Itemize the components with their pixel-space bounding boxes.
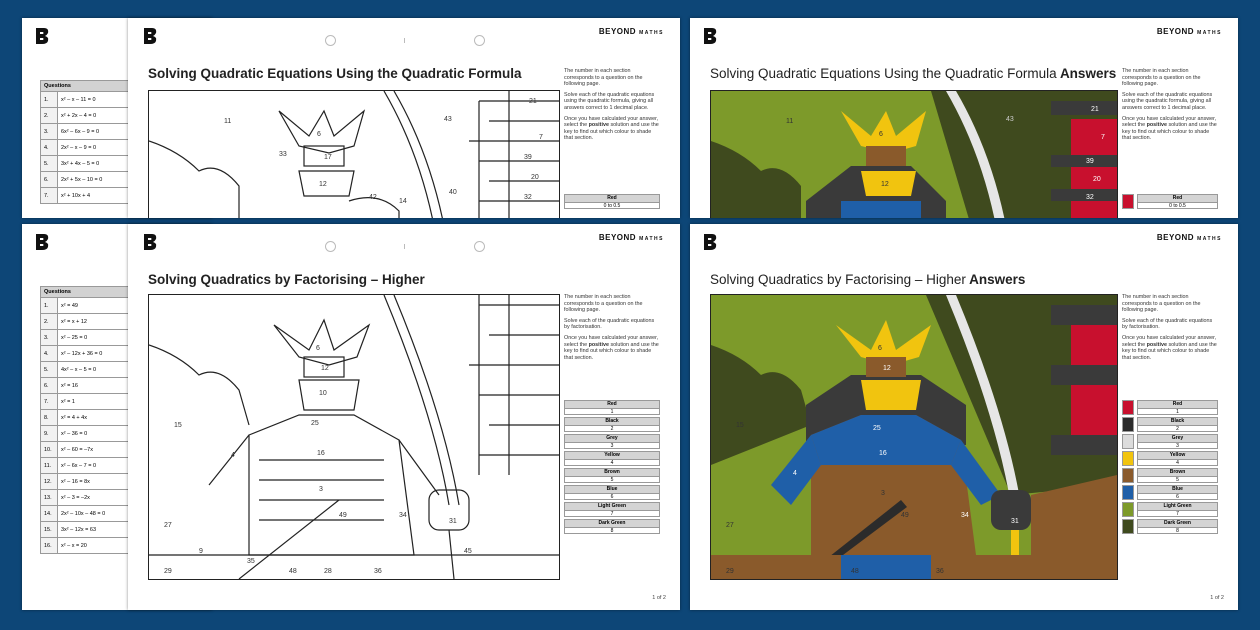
instruction-text: Once you have calculated your answer, select the positive solution and use the key to find out which colour to shade that section. xyxy=(1122,334,1217,361)
svg-text:36: 36 xyxy=(936,568,944,575)
key-colour-name: Red xyxy=(1138,401,1217,409)
instructions xyxy=(564,68,660,146)
svg-text:3: 3 xyxy=(319,486,323,493)
table-row xyxy=(41,490,136,506)
svg-text:39: 39 xyxy=(524,154,532,161)
table-row xyxy=(41,140,136,156)
svg-text:42: 42 xyxy=(369,194,377,201)
svg-text:12: 12 xyxy=(321,365,329,372)
question-number: 13. xyxy=(41,490,58,506)
svg-text:15: 15 xyxy=(174,422,182,429)
instruction-text: Once you have calculated your answer, select the positive solution and use the key to find out which colour to shade that section. xyxy=(1122,115,1217,142)
svg-text:49: 49 xyxy=(339,512,347,519)
worksheet-formula xyxy=(128,18,680,218)
question-number: 12. xyxy=(41,474,58,490)
table-row xyxy=(41,410,136,426)
table-row xyxy=(41,346,136,362)
key-row xyxy=(1122,468,1218,483)
question-text: x² + 10x + 4 xyxy=(58,188,136,204)
question-text: 3x² + 4x – 5 = 0 xyxy=(58,156,136,172)
svg-text:27: 27 xyxy=(164,522,172,529)
table-row xyxy=(41,378,136,394)
question-number: 2. xyxy=(41,108,58,124)
question-text: 3x² – 12x = 63 xyxy=(58,522,136,538)
question-number: 3. xyxy=(41,330,58,346)
colour-key xyxy=(1122,400,1218,536)
question-number: 1. xyxy=(41,298,58,314)
brand-wordmark xyxy=(1157,27,1222,36)
key-swatch xyxy=(1122,194,1134,209)
key-row xyxy=(1122,434,1218,449)
question-number: 8. xyxy=(41,410,58,426)
table-row xyxy=(41,442,136,458)
brand-wordmark xyxy=(1157,233,1222,242)
punch-holes xyxy=(128,241,680,255)
key-colour-name: Brown xyxy=(1138,469,1217,477)
table-row xyxy=(41,156,136,172)
question-number: 2. xyxy=(41,314,58,330)
question-text: x² = 16 xyxy=(58,378,136,394)
key-colour-name: Light Green xyxy=(1138,503,1217,511)
svg-text:20: 20 xyxy=(531,174,539,181)
coloring-picture xyxy=(148,294,560,580)
brand-name: BEYOND xyxy=(598,27,637,36)
svg-text:32: 32 xyxy=(524,194,532,201)
svg-text:25: 25 xyxy=(311,420,319,427)
colour-key xyxy=(564,194,660,211)
question-text: x² = 49 xyxy=(58,298,136,314)
question-text: x² – x = 20 xyxy=(58,538,136,554)
brand-wordmark xyxy=(599,233,664,242)
instruction-text: Solve each of the quadratic equations using the quadratic formula, giving all answers correct to 1 decimal place. xyxy=(564,91,655,111)
brand-name: BEYOND xyxy=(598,233,637,242)
svg-text:20: 20 xyxy=(1093,176,1101,183)
question-text: 2x² – x – 9 = 0 xyxy=(58,140,136,156)
table-row xyxy=(41,188,136,204)
question-text: x² = x + 12 xyxy=(58,314,136,330)
svg-text:33: 33 xyxy=(279,151,287,158)
table-row xyxy=(41,298,136,314)
key-colour-name: Light Green xyxy=(565,503,659,511)
svg-text:21: 21 xyxy=(1091,106,1099,113)
svg-text:6: 6 xyxy=(317,131,321,138)
key-value: 5 xyxy=(1176,477,1179,483)
svg-text:9: 9 xyxy=(199,548,203,555)
svg-text:10: 10 xyxy=(319,390,327,397)
instruction-text: Solve each of the quadratic equations by factorisation. xyxy=(564,317,655,331)
svg-text:45: 45 xyxy=(464,548,472,555)
questions-header: Questions xyxy=(41,81,136,92)
svg-text:43: 43 xyxy=(1006,116,1014,123)
question-number: 5. xyxy=(41,362,58,378)
key-colour-name: Dark Green xyxy=(565,520,659,528)
beyond-logo-icon xyxy=(700,26,720,46)
svg-text:43: 43 xyxy=(444,116,452,123)
question-number: 9. xyxy=(41,426,58,442)
key-row xyxy=(1122,451,1218,466)
svg-text:40: 40 xyxy=(449,189,457,196)
worksheet-factor-answers xyxy=(690,224,1238,610)
coloured-answer-picture xyxy=(710,294,1118,580)
coloured-answer-picture xyxy=(710,90,1118,218)
key-colour-name: Blue xyxy=(1138,486,1217,494)
page-number: 1 of 2 xyxy=(652,595,666,601)
svg-text:15: 15 xyxy=(736,422,744,429)
key-colour-name: Grey xyxy=(565,435,659,443)
question-text: x² – 6x – 7 = 0 xyxy=(58,458,136,474)
key-value: 1 xyxy=(610,409,614,415)
svg-text:11: 11 xyxy=(786,118,794,125)
key-value: 1 xyxy=(1176,409,1179,415)
key-row xyxy=(564,468,660,483)
key-swatch xyxy=(1122,502,1134,517)
question-number: 6. xyxy=(41,172,58,188)
key-row xyxy=(564,194,660,209)
worksheet-factor xyxy=(128,224,680,610)
table-row xyxy=(41,394,136,410)
instruction-text: The number in each section corresponds to a question on the following page. xyxy=(1122,294,1201,314)
question-text: x² – x – 11 = 0 xyxy=(58,92,136,108)
key-value: 5 xyxy=(610,477,614,483)
instructions xyxy=(1122,68,1218,146)
table-row xyxy=(41,124,136,140)
question-number: 7. xyxy=(41,188,58,204)
question-text: x² – 25 = 0 xyxy=(58,330,136,346)
key-value: 0 to 0.5 xyxy=(1169,203,1186,209)
key-value: 2 xyxy=(1176,426,1179,432)
beyond-logo-icon xyxy=(32,26,52,46)
brand-sub: MATHS xyxy=(1197,30,1222,36)
key-row xyxy=(1122,485,1218,500)
svg-text:34: 34 xyxy=(961,512,969,519)
question-number: 14. xyxy=(41,506,58,522)
instruction-text: Once you have calculated your answer, select the positive solution and use the key to find out which colour to shade that section. xyxy=(564,115,659,142)
instruction-text: Solve each of the quadratic equations using the quadratic formula, giving all answers correct to 1 decimal place. xyxy=(1122,91,1213,111)
svg-text:27: 27 xyxy=(726,522,734,529)
instruction-text: The number in each section corresponds to a question on the following page. xyxy=(564,294,643,314)
key-value: 3 xyxy=(610,443,614,449)
svg-text:7: 7 xyxy=(539,134,543,141)
svg-text:49: 49 xyxy=(901,512,909,519)
svg-text:48: 48 xyxy=(289,568,297,575)
key-row xyxy=(564,400,660,415)
question-number: 16. xyxy=(41,538,58,554)
coloring-picture xyxy=(148,90,560,218)
question-text: x² + 2x – 4 = 0 xyxy=(58,108,136,124)
svg-text:17: 17 xyxy=(324,154,332,161)
key-swatch xyxy=(1122,485,1134,500)
key-colour-name: Red xyxy=(1138,195,1217,203)
key-row xyxy=(1122,519,1218,534)
table-row xyxy=(41,474,136,490)
colour-key xyxy=(564,400,660,536)
svg-text:14: 14 xyxy=(399,198,407,205)
question-number: 6. xyxy=(41,378,58,394)
page-title: Solving Quadratics by Factorising – Higher Answers xyxy=(710,272,1026,287)
page-title: Solving Quadratic Equations Using the Quadratic Formula Answers xyxy=(710,66,1117,81)
key-colour-name: Blue xyxy=(565,486,659,494)
table-row xyxy=(41,522,136,538)
svg-text:34: 34 xyxy=(399,512,407,519)
key-colour-name: Dark Green xyxy=(1138,520,1217,528)
key-value: 8 xyxy=(610,528,614,534)
table-row xyxy=(41,172,136,188)
key-value: 3 xyxy=(1176,443,1179,449)
key-colour-name: Yellow xyxy=(1138,452,1217,460)
table-row xyxy=(41,458,136,474)
key-value: 6 xyxy=(1176,494,1179,500)
svg-text:4: 4 xyxy=(231,452,235,459)
svg-text:28: 28 xyxy=(324,568,332,575)
question-number: 7. xyxy=(41,394,58,410)
table-row xyxy=(41,506,136,522)
svg-text:29: 29 xyxy=(164,568,172,575)
key-value: 4 xyxy=(1176,460,1179,466)
punch-holes xyxy=(128,35,680,49)
key-swatch xyxy=(1122,468,1134,483)
key-colour-name: Grey xyxy=(1138,435,1217,443)
key-colour-name: Red xyxy=(565,401,659,409)
colour-key xyxy=(1122,194,1218,211)
brand-sub: MATHS xyxy=(1197,236,1222,242)
beyond-logo-icon xyxy=(32,232,52,252)
brand-wordmark xyxy=(599,27,664,36)
svg-text:6: 6 xyxy=(316,345,320,352)
key-value: 2 xyxy=(610,426,614,432)
table-row xyxy=(41,538,136,554)
svg-text:3: 3 xyxy=(881,490,885,497)
svg-text:12: 12 xyxy=(881,181,889,188)
question-text: x² = 1 xyxy=(58,394,136,410)
key-swatch xyxy=(1122,434,1134,449)
svg-text:16: 16 xyxy=(879,450,887,457)
key-row xyxy=(564,502,660,517)
table-row xyxy=(41,362,136,378)
key-row xyxy=(564,485,660,500)
brand-sub: MATHS xyxy=(639,236,664,242)
svg-text:12: 12 xyxy=(883,365,891,372)
key-colour-name: Black xyxy=(565,418,659,426)
key-value: 4 xyxy=(610,460,614,466)
question-text: x² – 16 = 8x xyxy=(58,474,136,490)
question-text: 4x² – x – 5 = 0 xyxy=(58,362,136,378)
svg-text:35: 35 xyxy=(247,558,255,565)
question-number: 15. xyxy=(41,522,58,538)
svg-text:12: 12 xyxy=(319,181,327,188)
question-number: 5. xyxy=(41,156,58,172)
question-text: 2x² – 10x – 48 = 0 xyxy=(58,506,136,522)
key-swatch xyxy=(1122,400,1134,415)
svg-text:39: 39 xyxy=(1086,158,1094,165)
svg-text:25: 25 xyxy=(873,425,881,432)
key-value: 0 to 0.5 xyxy=(603,203,621,209)
svg-text:48: 48 xyxy=(851,568,859,575)
instruction-text: Once you have calculated your answer, select the positive solution and use the key to find out which colour to shade that section. xyxy=(564,334,659,361)
brand-sub: MATHS xyxy=(639,30,664,36)
instruction-text: The number in each section corresponds to a question on the following page. xyxy=(564,68,643,88)
key-row xyxy=(1122,194,1218,209)
question-number: 1. xyxy=(41,92,58,108)
instruction-text: The number in each section corresponds to a question on the following page. xyxy=(1122,68,1201,88)
key-row xyxy=(1122,400,1218,415)
svg-text:31: 31 xyxy=(1011,518,1019,525)
key-value: 8 xyxy=(1176,528,1179,534)
svg-text:6: 6 xyxy=(879,131,883,138)
question-text: x² – 60 = –7x xyxy=(58,442,136,458)
svg-text:29: 29 xyxy=(726,568,734,575)
key-swatch xyxy=(1122,417,1134,432)
table-row xyxy=(41,426,136,442)
page-title: Solving Quadratic Equations Using the Quadratic Formula xyxy=(148,66,522,81)
question-number: 11. xyxy=(41,458,58,474)
question-text: 6x² – 6x – 9 = 0 xyxy=(58,124,136,140)
key-row xyxy=(564,451,660,466)
question-number: 4. xyxy=(41,346,58,362)
svg-text:6: 6 xyxy=(878,345,882,352)
instructions xyxy=(1122,294,1218,365)
svg-text:11: 11 xyxy=(224,118,232,125)
instruction-text: Solve each of the quadratic equations by factorisation. xyxy=(1122,317,1213,331)
key-value: 7 xyxy=(1176,511,1179,517)
questions-table xyxy=(40,286,136,554)
question-text: x² – 12x + 36 = 0 xyxy=(58,346,136,362)
svg-text:21: 21 xyxy=(529,98,537,105)
table-row xyxy=(41,330,136,346)
svg-text:16: 16 xyxy=(317,450,325,457)
instructions xyxy=(564,294,660,365)
question-number: 4. xyxy=(41,140,58,156)
key-colour-name: Red xyxy=(565,195,659,203)
table-row xyxy=(41,108,136,124)
key-swatch xyxy=(1122,519,1134,534)
brand-name: BEYOND xyxy=(1156,27,1195,36)
svg-text:36: 36 xyxy=(374,568,382,575)
question-text: x² – 3 = –2x xyxy=(58,490,136,506)
svg-text:7: 7 xyxy=(1101,134,1105,141)
svg-text:32: 32 xyxy=(1086,194,1094,201)
key-row xyxy=(564,434,660,449)
worksheet-formula-answers xyxy=(690,18,1238,218)
svg-text:31: 31 xyxy=(449,518,457,525)
key-value: 7 xyxy=(610,511,614,517)
key-row xyxy=(564,519,660,534)
key-colour-name: Brown xyxy=(565,469,659,477)
beyond-logo-icon xyxy=(700,232,720,252)
key-colour-name: Yellow xyxy=(565,452,659,460)
page-title: Solving Quadratics by Factorising – Higher xyxy=(148,272,425,287)
question-number: 10. xyxy=(41,442,58,458)
question-text: x² – 36 = 0 xyxy=(58,426,136,442)
page-number: 1 of 2 xyxy=(1210,595,1224,601)
key-colour-name: Black xyxy=(1138,418,1217,426)
table-row xyxy=(41,92,136,108)
svg-text:4: 4 xyxy=(793,470,797,477)
key-value: 6 xyxy=(610,494,614,500)
questions-header: Questions xyxy=(41,287,136,298)
question-text: 2x² + 5x – 10 = 0 xyxy=(58,172,136,188)
brand-name: BEYOND xyxy=(1156,233,1195,242)
question-number: 3. xyxy=(41,124,58,140)
questions-table xyxy=(40,80,136,204)
key-swatch xyxy=(1122,451,1134,466)
key-row xyxy=(564,417,660,432)
table-row xyxy=(41,314,136,330)
key-row xyxy=(1122,502,1218,517)
key-row xyxy=(1122,417,1218,432)
question-text: x² = 4 + 4x xyxy=(58,410,136,426)
